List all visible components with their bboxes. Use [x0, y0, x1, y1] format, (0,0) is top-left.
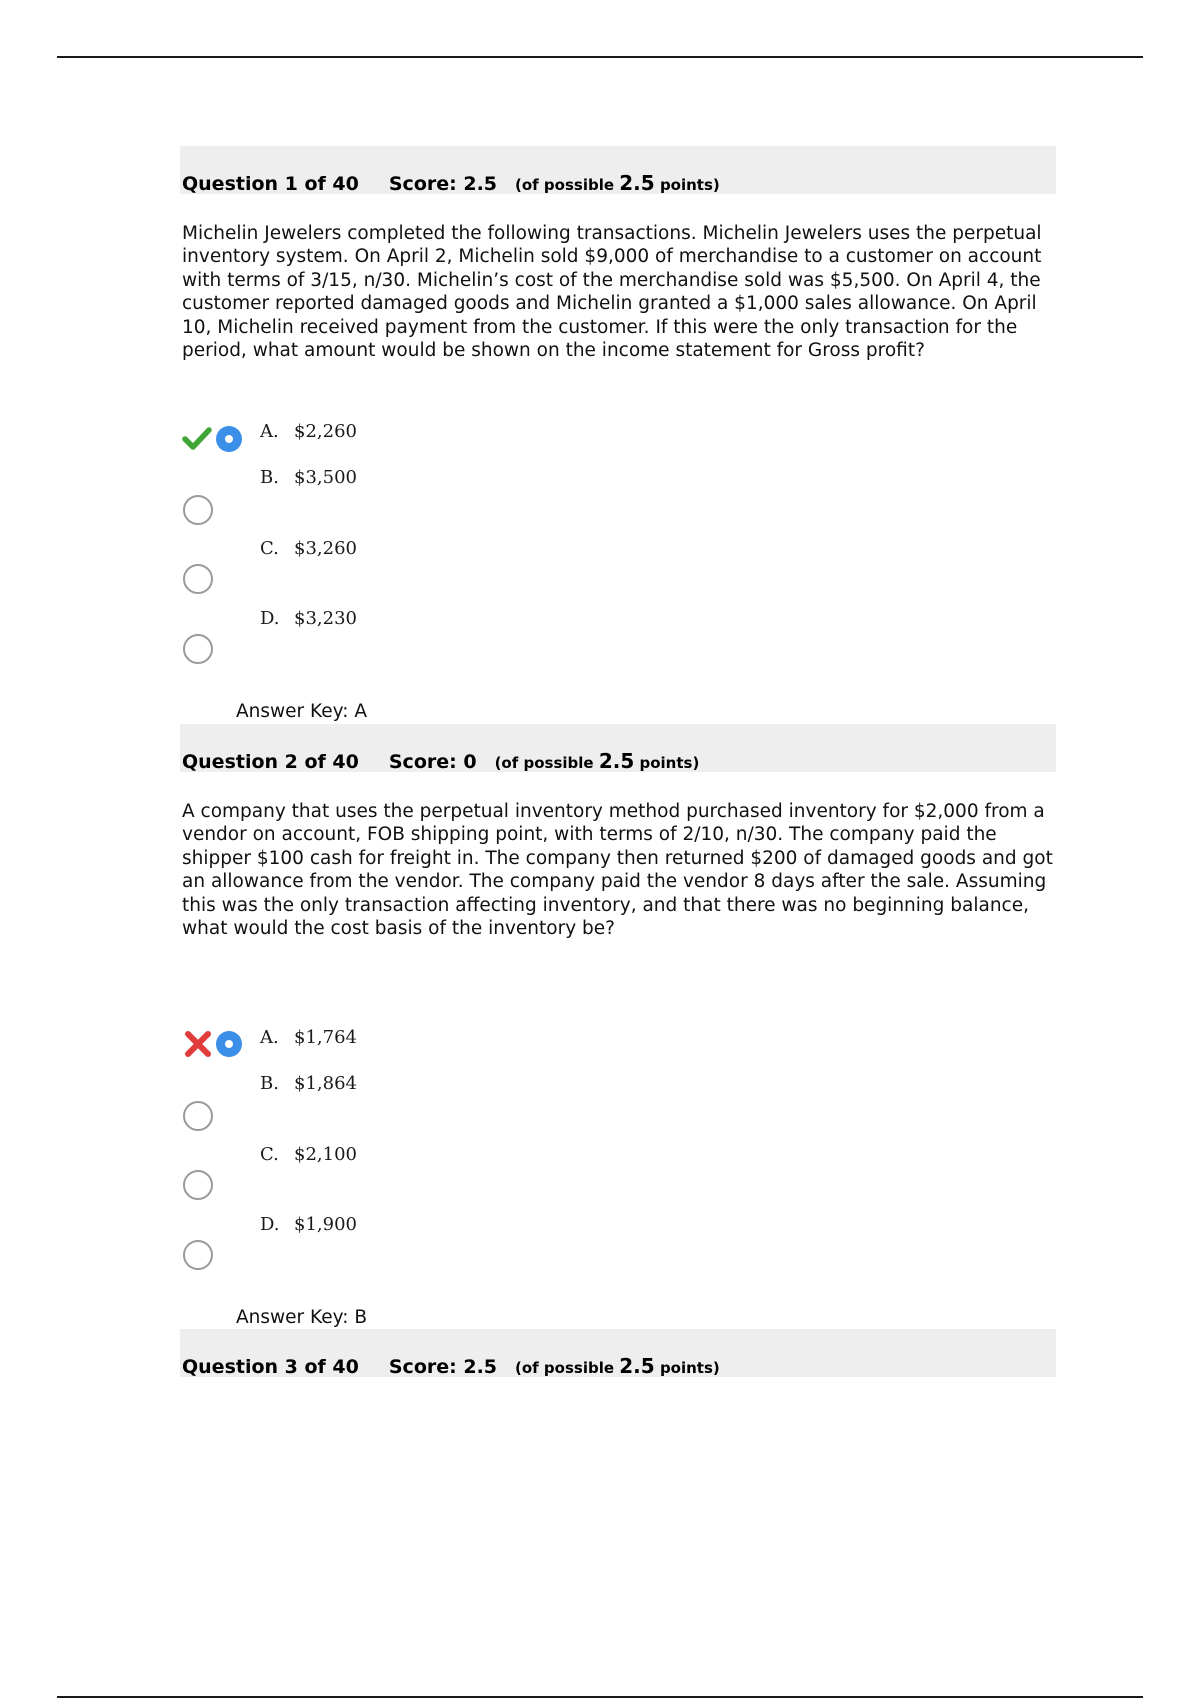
option-a: A. $2,260 [260, 421, 357, 442]
option-c-radio[interactable] [183, 1170, 213, 1200]
answer-key: Answer Key: A [236, 701, 367, 722]
question-header [180, 146, 1056, 194]
option-b-radio[interactable] [183, 1101, 213, 1131]
question-header-line [182, 1354, 720, 1378]
selected-radio[interactable] [216, 426, 242, 452]
question-header [180, 1329, 1056, 1377]
question-header-line [182, 171, 720, 195]
question-score: Score: 0 [388, 751, 477, 773]
question-header [180, 724, 1056, 772]
possible-points: (of possible 2.5 points) [515, 171, 720, 195]
check-icon [182, 424, 212, 454]
option-c-radio[interactable] [183, 564, 213, 594]
question-header-line [182, 749, 699, 773]
question-number: Question 3 of 40 [182, 1356, 359, 1378]
option-b: B. $3,500 [260, 467, 357, 488]
possible-points: (of possible 2.5 points) [494, 749, 700, 773]
question-text: A company that uses the perpetual inventory method purchased inventory for $2,000 from a vendor on account, FOB shipping point, with terms of 2/10, n/30. The company paid the shipper $100 cash for freight in. The company then returned $200 of damaged goods and got an allowance from the vendor. The company paid the vendor 8 days after the sale. Assuming this was the only transaction affecting inventory, and that there was no beginning balance, what would the cost basis of the inventory be? [182, 801, 1053, 940]
top-divider [57, 56, 1143, 58]
question-text: Michelin Jewelers completed the following transactions. Michelin Jewelers uses the perpetual inventory system. On April 2, Michelin sold $9,000 of merchandise to a customer on account with terms of 3/15, n/30. Michelin’s cost of the merchandise sold was $5,500. On April 4, the customer reported damaged goods and Michelin granted a $1,000 sales allowance. On April 10, Michelin received payment from the customer. If this were the only transaction for the period, what amount would be shown on the income statement for Gross profit? [182, 223, 1042, 362]
answer-key: Answer Key: B [236, 1307, 368, 1328]
question-score: Score: 2.5 [388, 173, 498, 195]
question-number: Question 1 of 40 [182, 173, 359, 195]
question-score: Score: 2.5 [388, 1356, 498, 1378]
option-d: D. $1,900 [260, 1214, 357, 1235]
option-d-radio[interactable] [183, 634, 213, 664]
option-b-radio[interactable] [183, 495, 213, 525]
bottom-divider [57, 1696, 1143, 1698]
x-icon [183, 1029, 213, 1059]
option-d: D. $3,230 [260, 608, 357, 629]
possible-points: (of possible 2.5 points) [515, 1354, 720, 1378]
option-c: C. $2,100 [260, 1144, 357, 1165]
option-a: A. $1,764 [260, 1027, 357, 1048]
question-number: Question 2 of 40 [182, 751, 359, 773]
selected-radio[interactable] [216, 1031, 242, 1057]
option-d-radio[interactable] [183, 1240, 213, 1270]
option-b: B. $1,864 [260, 1073, 357, 1094]
option-c: C. $3,260 [260, 538, 357, 559]
